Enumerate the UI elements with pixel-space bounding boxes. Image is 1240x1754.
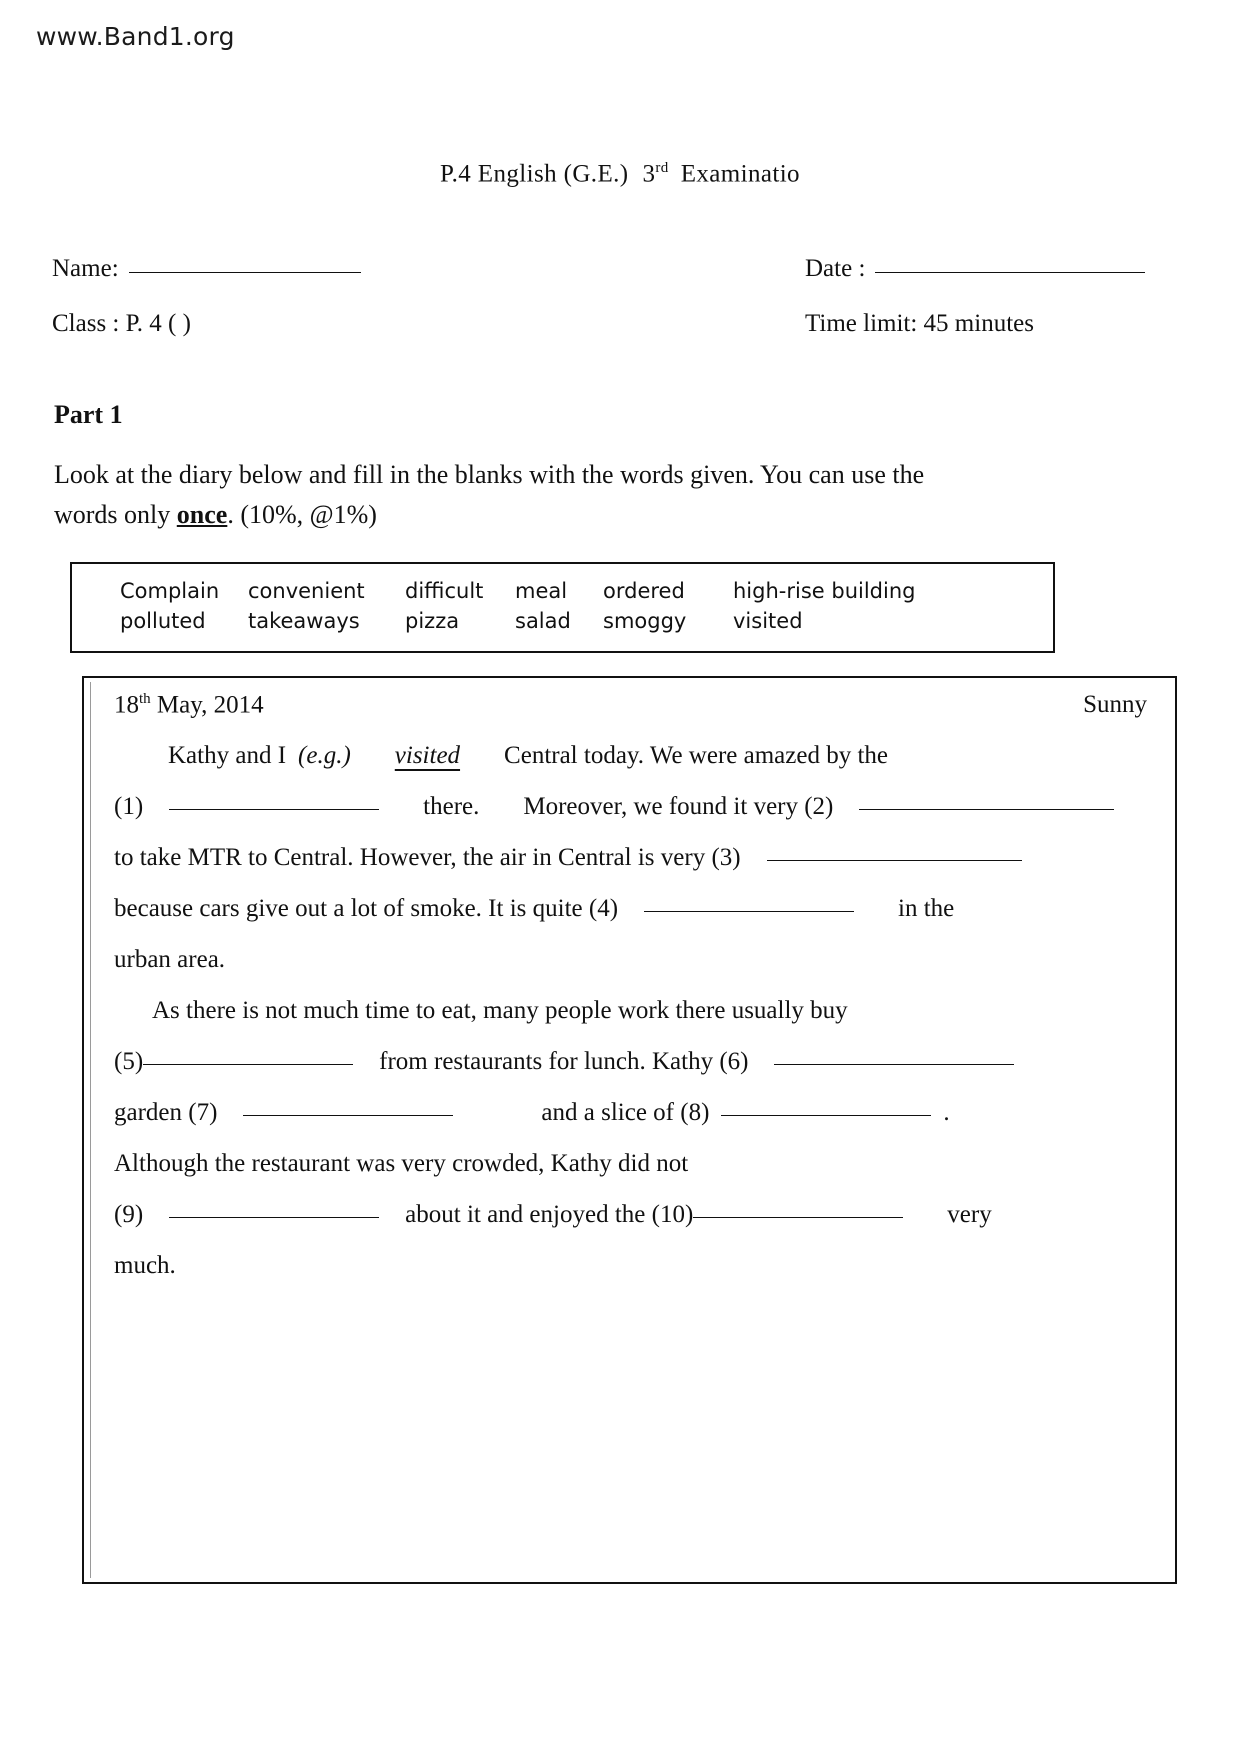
word-bank-word: visited bbox=[733, 609, 803, 634]
date-field[interactable] bbox=[805, 255, 1145, 283]
instructions-line-2-post: . (10%, @1%) bbox=[227, 500, 377, 530]
diary-line-8 bbox=[106, 1100, 1153, 1125]
diary-text: to take MTR to Central. However, the air in Central is very (3) bbox=[114, 844, 741, 872]
blank-number: (1) bbox=[114, 793, 144, 821]
instructions bbox=[54, 455, 1189, 536]
diary-text: Kathy and I bbox=[168, 742, 287, 770]
site-watermark: www.Band1.org bbox=[36, 22, 235, 51]
diary-text: Central today. We were amazed by the bbox=[504, 742, 888, 770]
answer-blank-1[interactable] bbox=[169, 808, 379, 810]
diary-text: garden (7) bbox=[114, 1099, 218, 1127]
exam-ordinal-suffix: rd bbox=[655, 160, 669, 176]
diary-text: As there is not much time to eat, many people work there usually buy bbox=[152, 997, 848, 1025]
blank-number: (5) bbox=[114, 1048, 144, 1076]
name-field[interactable] bbox=[52, 255, 361, 283]
class-label: Class : P. 4 ( ) bbox=[52, 310, 191, 337]
word-bank bbox=[70, 562, 1055, 653]
word-bank-word: Complain bbox=[120, 579, 220, 603]
time-limit bbox=[805, 310, 1034, 338]
diary-line-11 bbox=[106, 1253, 1153, 1278]
instructions-emphasis: once bbox=[176, 500, 228, 530]
diary-line-4 bbox=[106, 896, 1153, 921]
diary-date-rest: May, 2014 bbox=[150, 691, 264, 719]
word-bank-word: convenient bbox=[248, 579, 365, 603]
name-label: Name: bbox=[52, 255, 119, 282]
blank-number: (9) bbox=[114, 1201, 144, 1229]
diary-line-6 bbox=[106, 998, 1153, 1023]
answer-blank-2[interactable] bbox=[859, 808, 1114, 810]
word-bank-row bbox=[120, 606, 1035, 636]
time-limit-label: Time limit: 45 minutes bbox=[805, 310, 1034, 337]
diary-text: Although the restaurant was very crowded, Kathy did not bbox=[114, 1150, 689, 1178]
part-heading: Part 1 bbox=[54, 400, 123, 429]
diary-passage bbox=[82, 676, 1177, 1584]
diary-text: because cars give out a lot of smoke. It is quite (4) bbox=[114, 895, 619, 923]
instructions-line-2-pre: words only bbox=[54, 500, 177, 530]
word-bank-word: meal bbox=[515, 579, 568, 603]
diary-line-5 bbox=[106, 947, 1153, 972]
name-input-line[interactable] bbox=[129, 271, 361, 273]
diary-text: . bbox=[943, 1099, 950, 1127]
diary-text: from restaurants for lunch. Kathy (6) bbox=[379, 1048, 749, 1076]
diary-weather: Sunny bbox=[1083, 691, 1147, 719]
diary-line-2 bbox=[106, 794, 1153, 819]
date-label: Date : bbox=[805, 255, 866, 282]
diary-line-3 bbox=[106, 845, 1153, 870]
word-bank-word: pizza bbox=[405, 609, 460, 634]
example-answer: visited bbox=[394, 742, 461, 770]
answer-blank-5[interactable] bbox=[143, 1063, 353, 1065]
example-marker: (e.g.) bbox=[298, 742, 351, 770]
exam-ordinal-number: 3 bbox=[642, 160, 656, 188]
diary-date-day: 18 bbox=[114, 691, 139, 719]
exam-title-word: Examinatio bbox=[680, 160, 800, 188]
diary-line-1 bbox=[106, 743, 1153, 768]
diary-text: in the bbox=[898, 895, 955, 923]
diary-text: urban area. bbox=[114, 946, 226, 974]
diary-date-suffix: th bbox=[139, 691, 151, 707]
diary-date bbox=[114, 692, 264, 717]
class-field[interactable] bbox=[52, 310, 191, 338]
diary-header bbox=[106, 692, 1153, 717]
diary-line-10 bbox=[106, 1202, 1153, 1227]
word-bank-word: difficult bbox=[405, 579, 484, 603]
answer-blank-3[interactable] bbox=[767, 859, 1022, 861]
answer-blank-8[interactable] bbox=[721, 1114, 931, 1116]
word-bank-word: smoggy bbox=[603, 609, 687, 634]
instructions-line-1: Look at the diary below and fill in the blanks with the words given. You can use the bbox=[54, 460, 925, 489]
diary-line-9 bbox=[106, 1151, 1153, 1176]
answer-blank-4[interactable] bbox=[644, 910, 854, 912]
word-bank-word: polluted bbox=[120, 609, 206, 634]
word-bank-word: salad bbox=[515, 609, 571, 634]
word-bank-word: high-rise building bbox=[733, 579, 916, 603]
word-bank-word: ordered bbox=[603, 579, 685, 603]
diary-text: about it and enjoyed the (10) bbox=[405, 1201, 694, 1229]
diary-text: Moreover, we found it very (2) bbox=[523, 793, 834, 821]
answer-blank-7[interactable] bbox=[243, 1114, 453, 1116]
diary-text: very bbox=[947, 1201, 992, 1229]
diary-text: there. bbox=[423, 793, 480, 821]
word-bank-word: takeaways bbox=[248, 609, 360, 634]
exam-title-main: P.4 English (G.E.) bbox=[440, 160, 629, 188]
answer-blank-9[interactable] bbox=[169, 1216, 379, 1218]
diary-line-7 bbox=[106, 1049, 1153, 1074]
instructions-line-2 bbox=[54, 495, 1189, 535]
diary-text: much. bbox=[114, 1252, 176, 1280]
word-bank-row bbox=[120, 576, 1035, 606]
diary-text: and a slice of (8) bbox=[541, 1099, 710, 1127]
answer-blank-6[interactable] bbox=[774, 1063, 1014, 1065]
answer-blank-10[interactable] bbox=[693, 1216, 903, 1218]
exam-title bbox=[0, 160, 1240, 188]
date-input-line[interactable] bbox=[875, 271, 1145, 273]
